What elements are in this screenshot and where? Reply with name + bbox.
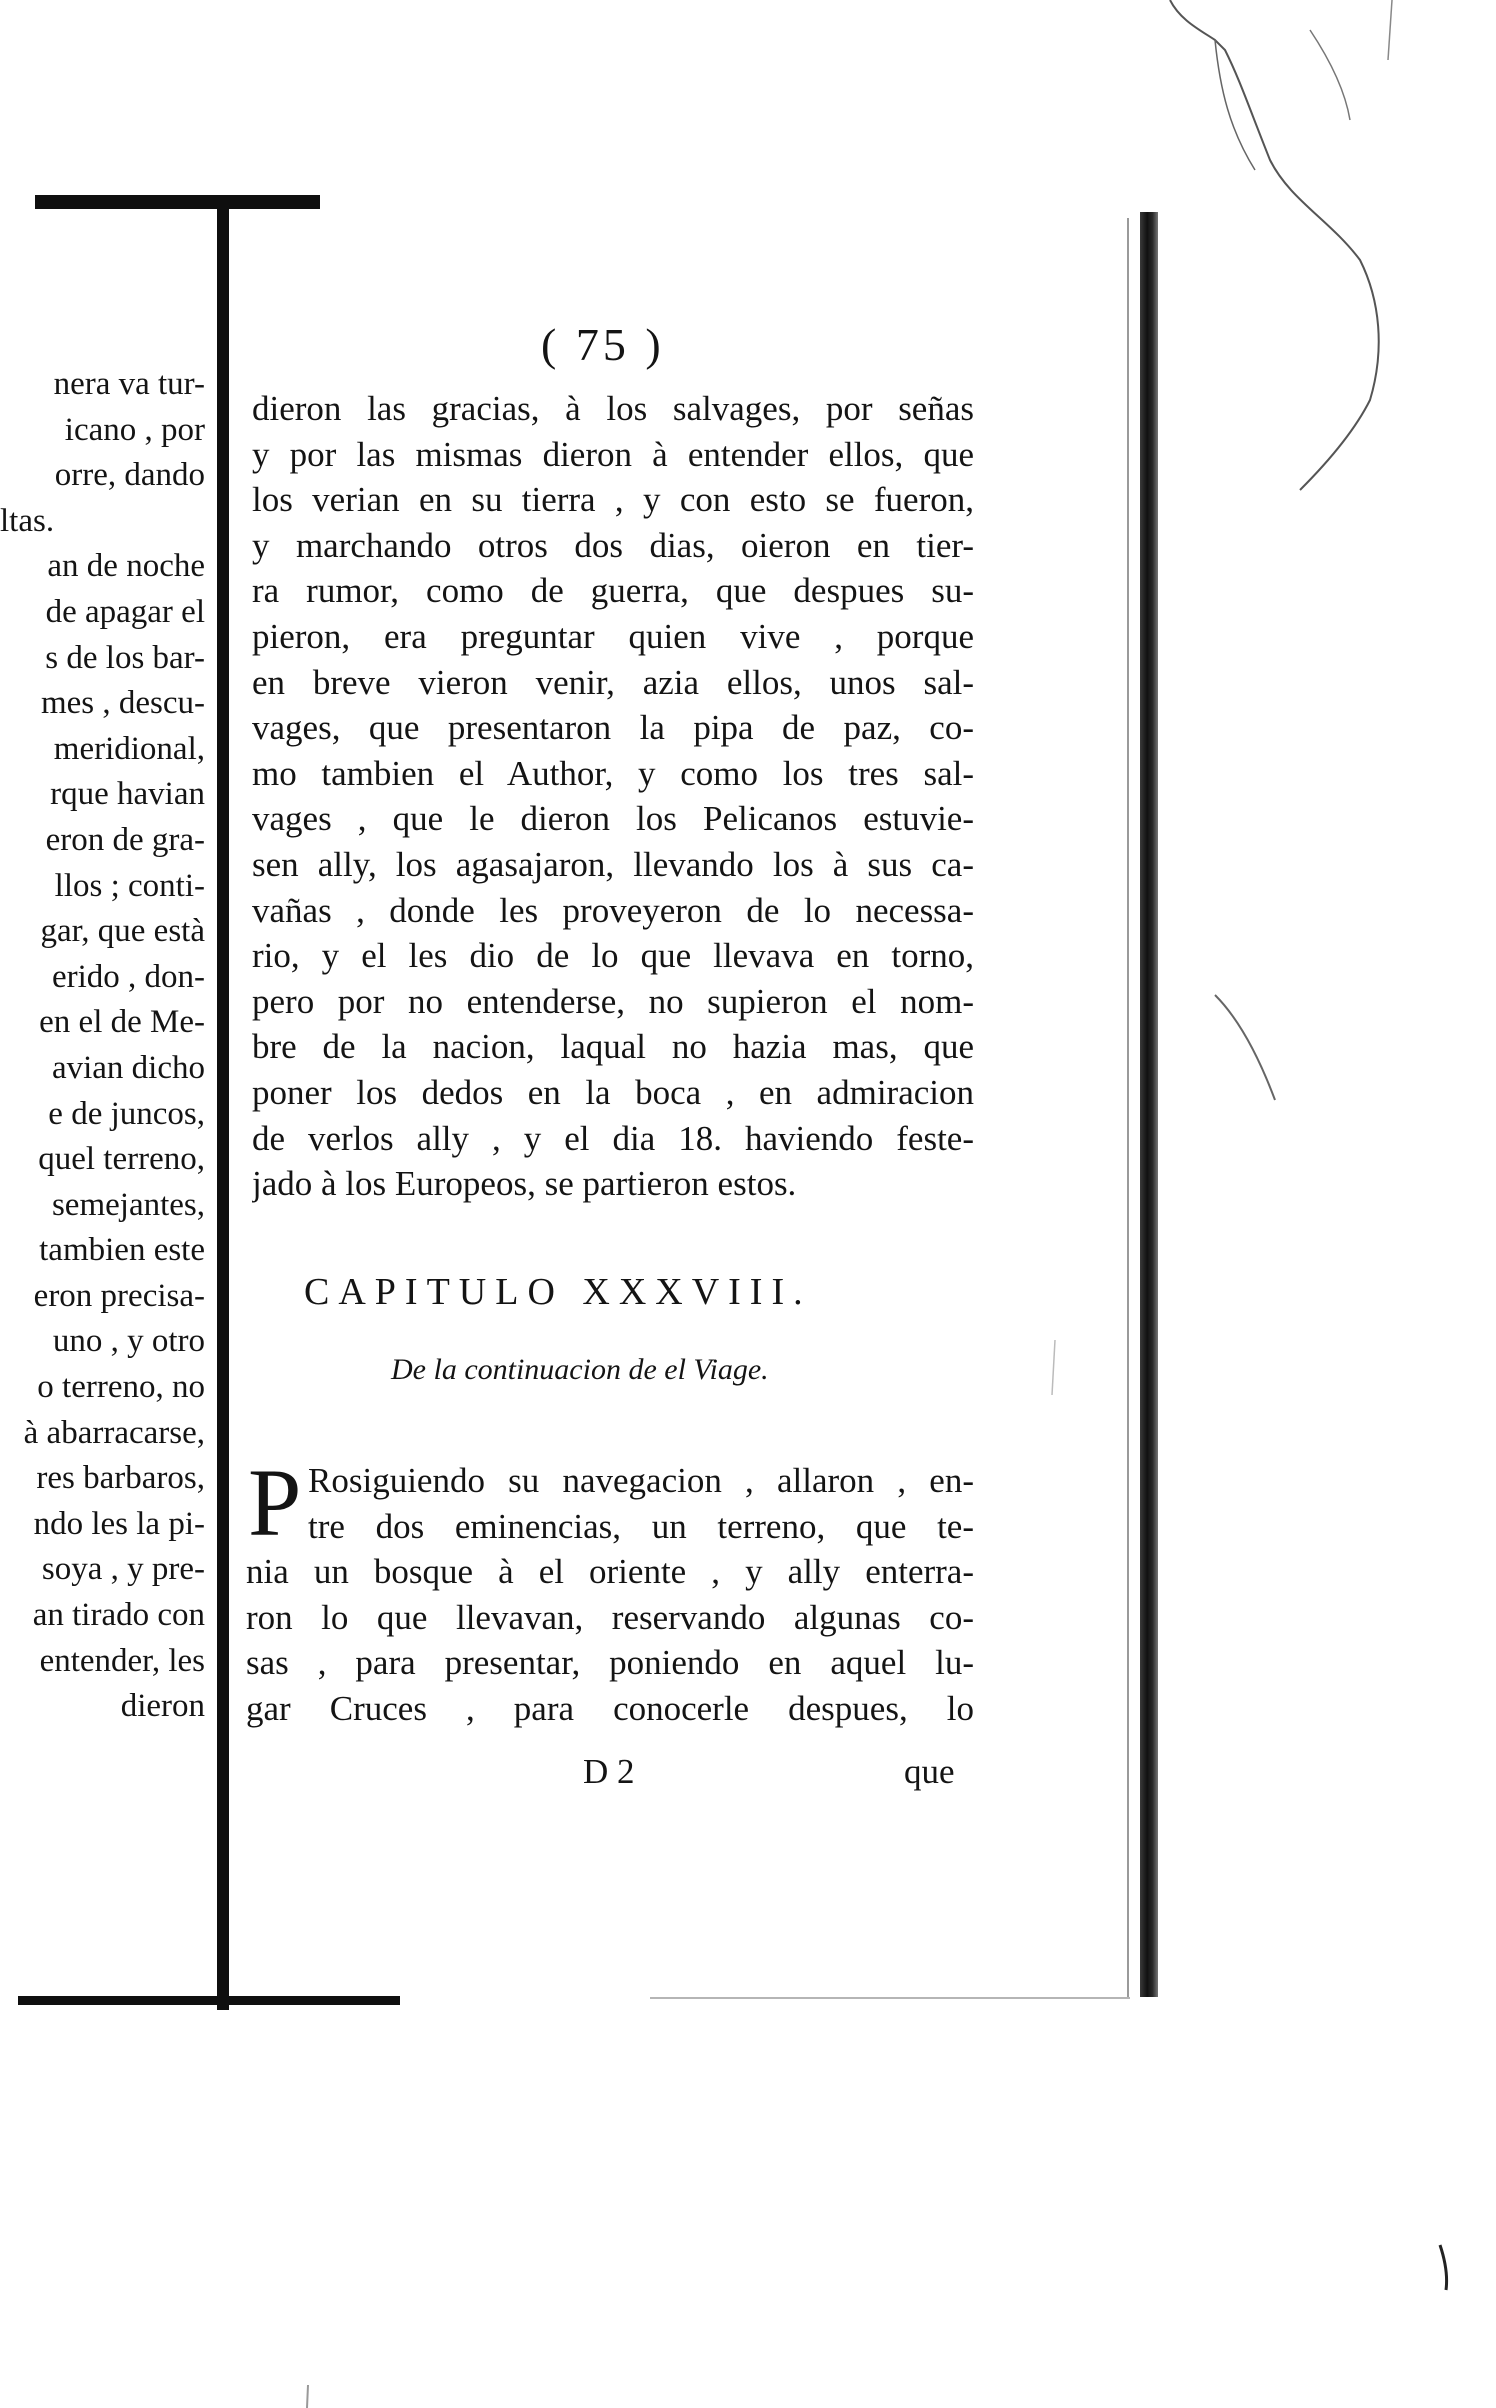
left-line: e de juncos, (48, 1095, 205, 1132)
left-line: de apagar el (45, 593, 205, 630)
text-line: los verian en su tierra , y con esto se fueron, (252, 480, 974, 520)
left-line: s de los bar- (45, 639, 205, 676)
text-line: poner los dedos en la boca , en admiracion (252, 1072, 974, 1112)
chapter-heading: CAPITULO XXXVIII. (304, 1271, 812, 1313)
text-line: sas , para presentar, poniendo en aquel lu- (246, 1643, 974, 1683)
left-line: nera va tur- (53, 366, 205, 402)
left-line: dieron (120, 1688, 205, 1725)
left-line: à abarracarse, (23, 1414, 205, 1451)
left-line: entender, les (39, 1642, 205, 1679)
text-line: ra rumor, como de guerra, que despues su- (252, 571, 974, 611)
page-edge-shadow (1140, 212, 1158, 1997)
text-line: jado à los Europeos, se partieron estos. (252, 1164, 797, 1204)
left-line: eron precisa- (33, 1277, 205, 1314)
text-line: gar Cruces , para conocerle despues, lo (246, 1688, 974, 1728)
text-line: vages, que presentaron la pipa de paz, co- (252, 708, 974, 748)
left-line: en el de Me- (39, 1004, 205, 1041)
left-line: rque havian (50, 776, 205, 813)
left-line: meridional, (53, 730, 205, 767)
left-line: uno , y otro (52, 1323, 205, 1360)
text-line: ron lo que llevavan, reservando algunas co- (246, 1597, 974, 1637)
text-line: tre dos eminencias, un terreno, que te- (308, 1506, 974, 1546)
text-line: dieron las gracias, à los salvages, por señas (252, 389, 974, 428)
gutter-binding-bar (217, 200, 229, 2010)
left-line: res barbaros, (36, 1460, 205, 1497)
text-line: nia un bosque à el oriente , y ally enterra- (246, 1552, 974, 1592)
text-line: sen ally, los agasajaron, llevando los à sus ca- (252, 844, 974, 884)
left-line: an de noche (47, 548, 205, 585)
left-line: eron de gra- (45, 821, 205, 858)
text-line: pieron, era preguntar quien vive , porque (252, 616, 974, 656)
page-number: ( 75 ) (541, 319, 665, 370)
left-line: semejantes, (51, 1186, 205, 1223)
chapter-subtitle: De la continuacion de el Viage. (391, 1353, 769, 1386)
text-line: mo tambien el Author, y como los tres sal- (252, 753, 974, 793)
left-line: an tirado con (32, 1597, 205, 1634)
left-line: o terreno, no (37, 1369, 205, 1406)
page-bottom-edge (650, 1997, 1130, 1999)
page-edge-line (1127, 218, 1129, 1998)
left-line: icano , por (64, 411, 205, 448)
text-line: vages , que le dieron los Pelicanos estuvie- (252, 799, 974, 839)
left-line: ltas. (0, 502, 55, 539)
text-line: en breve vieron venir, azia ellos, unos sal- (252, 662, 974, 702)
left-page-fragment (0, 362, 205, 1730)
drop-cap: P (248, 1449, 302, 1556)
text-line: pero por no entenderse, no supieron el nom- (252, 981, 974, 1021)
left-line: mes , descu- (40, 685, 205, 722)
text-line: y por las mismas dieron à entender ellos, que (252, 434, 974, 474)
left-line: soya , y pre- (41, 1551, 205, 1588)
text-line: vañas , donde les proveyeron de lo necessa- (252, 890, 974, 930)
text-line: Rosiguiendo su navegacion , allaron , en- (308, 1461, 974, 1500)
text-line: y marchando otros dos dias, oieron en tier- (252, 525, 974, 565)
left-line: llos ; conti- (54, 867, 205, 904)
gutter-bottom-rule (18, 1996, 400, 2005)
text-line: de verlos ally , y el dia 18. haviendo feste- (252, 1118, 974, 1158)
gutter-top-rule (35, 195, 320, 209)
body-text (252, 386, 974, 1207)
left-line: ndo les la pi- (33, 1505, 205, 1542)
catchword: que (904, 1752, 955, 1791)
left-line: erido , don- (51, 958, 205, 995)
text-line: bre de la nacion, laqual no hazia mas, que (252, 1027, 974, 1067)
left-line: orre, dando (54, 457, 205, 494)
left-line: gar, que està (40, 913, 205, 950)
signature-mark: D 2 (583, 1752, 635, 1791)
left-line: quel terreno, (38, 1141, 205, 1178)
text-line: rio, y el les dio de lo que llevava en torno, (252, 936, 974, 976)
left-line: tambien este (39, 1232, 205, 1269)
left-line: avian dicho (51, 1049, 205, 1086)
